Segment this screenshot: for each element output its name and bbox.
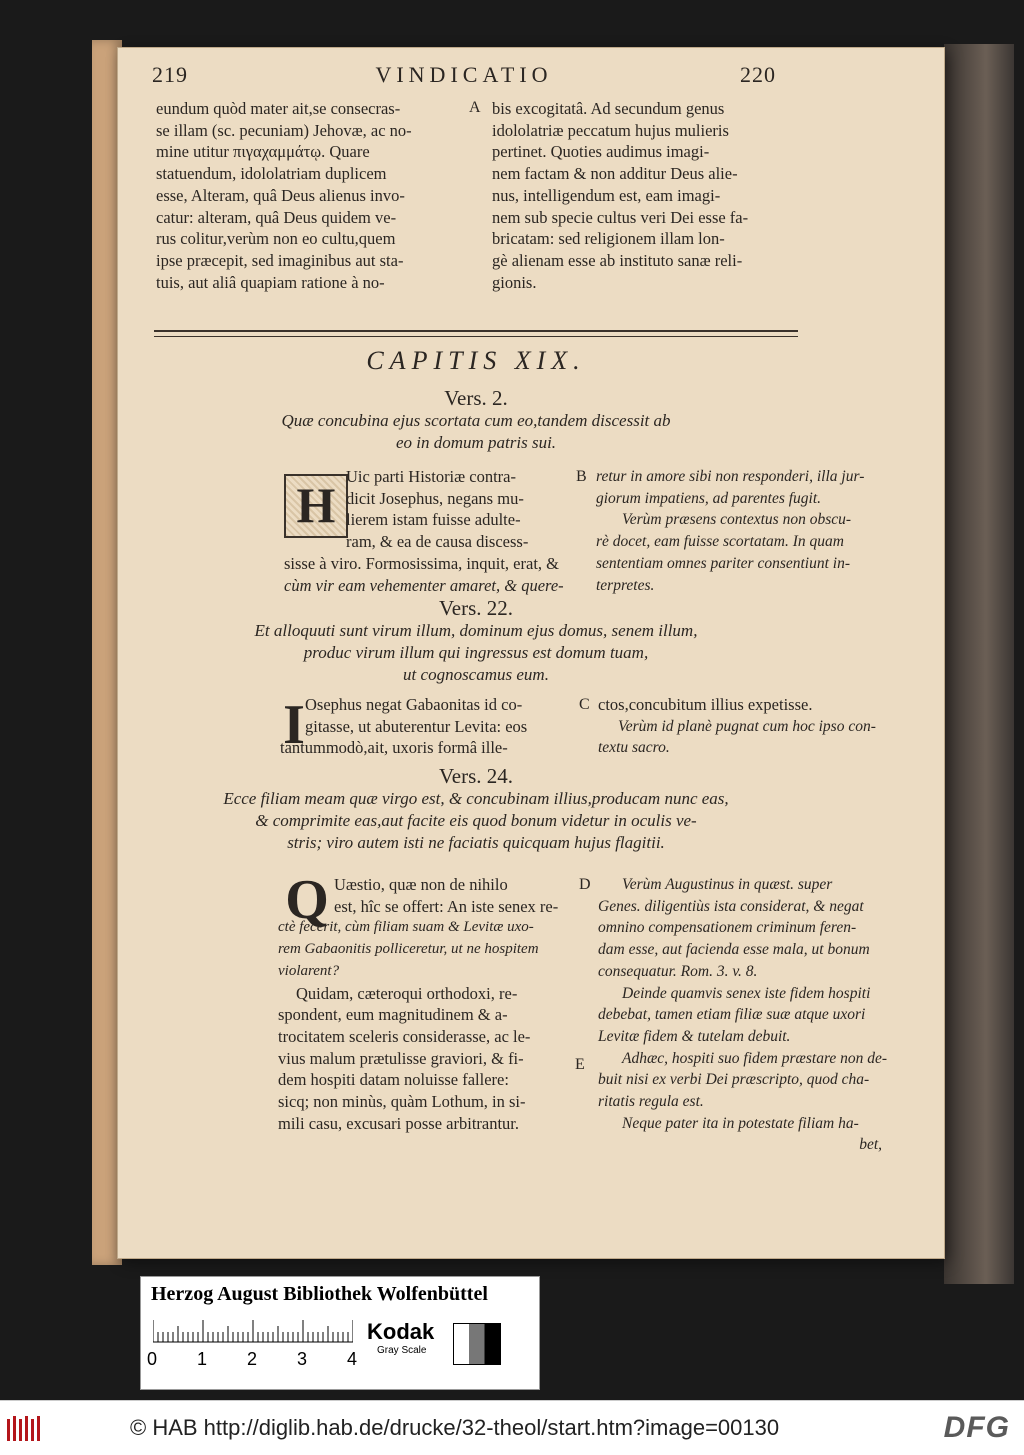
verse-label: Vers. 24. [438,764,514,788]
text-line: Uic parti Historiæ contra- [346,467,516,486]
text-line: rem Gabaonitis polliceretur, ut ne hospitem [278,941,539,958]
text-line: Neque pater ita in potestate filiam ha- [622,1114,859,1132]
text-line: Levitæ fidem & tutelam debuit. [598,1027,791,1045]
text-line: gè alienam esse ab instituto sanæ reli- [492,250,743,270]
margin-letter-c: C [579,696,590,713]
text-line: ipse præcepit, sed imaginibus aut sta- [156,250,404,270]
text-line: giorum impatiens, ad parentes fugit. [596,489,822,507]
top-right-column [492,98,792,293]
chapter-heading: CAPITIS XIX. [366,346,586,375]
drop-capital-i: I [283,694,305,756]
text-line: trocitatem sceleris considerasse, ac le- [278,1026,531,1046]
quote-line: eo in domum patris sui. [395,433,557,452]
text-line: Verùm Augustinus in quæst. super [622,876,833,893]
text-line: vius malum prætulisse graviori, & fi- [278,1048,524,1068]
margin-letter-b: B [576,468,587,485]
text-line: bricatam: sed religionem illam lon- [492,229,725,249]
gray-swatch [453,1323,501,1365]
text-line: Verùm id planè pugnat cum hoc ipso con- [618,717,876,735]
book-right-edge [944,44,1014,1284]
text-line: pertinet. Quoties audimus imagi- [492,142,710,162]
text-line: Adhæc, hospiti suo fidem præstare non de- [622,1049,888,1067]
text-line: Deinde quamvis senex iste fidem hospiti [622,984,871,1002]
text-line: Osephus negat Gabaonitas id co- [305,695,523,714]
verse-quote [154,788,798,854]
text-line: dem hospiti datam noluisse fallere: [278,1070,509,1090]
text-line: eundum quòd mater ait,se consecras- [156,99,401,118]
text-line: consequatur. Rom. 3. v. 8. [598,962,758,980]
running-title: VINDICATIO [375,62,553,87]
verse-quote [154,620,798,686]
text-line: rè docet, eam fuisse scortatam. In quam [596,533,844,551]
margin-letter-d: D [579,876,591,893]
text-line: tuis, aut aliâ quapiam ratione à no- [156,272,385,292]
text-line: Uæstio, quæ non de nihilo [334,875,508,894]
text-line: bet, [859,1136,882,1154]
section1-left-column [156,466,564,596]
verse-label: Vers. 2. [444,386,508,410]
drop-capital-h: H [284,474,348,538]
text-line: retur in amore sibi non responderi, illa jur- [596,468,865,485]
margin-letter-e: E [575,1056,585,1073]
text-line: omnino compensationem criminum feren- [598,919,857,937]
scale-number: 2 [247,1349,258,1369]
text-line: ctè fecerit, cùm filiam suam & Levitæ uxo- [278,919,534,936]
margin-letter-a: A [469,99,481,116]
text-line: Verùm præsens contextus non obscu- [622,511,852,529]
quote-line: Ecce filiam meam quæ virgo est, & concubinam illius,producam nunc eas, [223,789,729,808]
text-line: ctos,concubitum illius expetisse. [598,695,813,714]
dfg-logo: DFG [943,1411,1010,1444]
verse-label: Vers. 22. [438,596,514,620]
section3-left-column [278,869,578,1134]
text-line: lierem istam fuisse adulte- [346,510,521,530]
library-name: Herzog August Bibliothek Wolfenbüttel [151,1283,488,1305]
text-line: se illam (sc. pecuniam) Jehovæ, ac no- [156,120,412,140]
running-header [152,62,776,96]
quote-line: Quæ concubina ejus scortata cum eo,tandem discessit ab [281,411,671,430]
quote-line: & comprimite eas,aut facite eis quod bonum videtur in oculis ve- [255,811,697,830]
text-line: nus, intelligendum est, eam imagi- [492,185,721,205]
section1-right-column [596,466,886,596]
section3-right-column [598,874,888,1156]
text-line: dicit Josephus, negans mu- [346,488,524,508]
gray-scale-label: Gray Scale [377,1345,427,1356]
text-line: catur: alteram, quâ Deus quidem ve- [156,207,397,227]
text-line: bis excogitatâ. Ad secundum genus [492,99,725,118]
text-line: cùm vir eam vehementer amaret, & quere- [284,575,564,595]
text-line: nem sub specie cultus veri Dei esse fa- [492,207,749,227]
text-line: ram, & ea de causa discess- [346,532,529,552]
quote-line: produc virum illum qui ingressus est domum tuam, [303,643,649,662]
text-line: statuendum, idololatriam duplicem [156,164,387,184]
text-line: debebat, tamen etiam filiæ suæ atque uxori [598,1006,866,1024]
scale-number: 3 [297,1349,308,1369]
page-number-right: 220 [740,62,776,87]
text-line: gitasse, ut abuterentur Levita: eos [305,716,528,736]
text-line: gionis. [492,272,537,292]
text-line: spondent, eum magnitudinem & a- [278,1005,508,1025]
text-line: Quidam, cæteroqui orthodoxi, re- [296,983,518,1003]
text-line: Genes. diligentiùs ista considerat, & negat [598,897,864,915]
text-line: sententiam omnes pariter consentiunt in- [596,554,850,572]
text-line: textu sacro. [598,739,670,757]
quote-line: Et alloquuti sunt virum illum, dominum ejus domus, senem illum, [254,621,698,640]
quote-line: stris; viro autem isti ne faciatis quicquam hujus flagitii. [287,833,665,852]
text-line: idololatriæ peccatum hujus mulieris [492,120,729,140]
text-line: mili casu, excusari posse arbitrantur. [278,1113,520,1133]
page-number-left: 219 [152,62,188,87]
library-color-bar [140,1276,540,1390]
scale-number: 0 [147,1349,158,1369]
quote-line: ut cognoscamus eum. [403,665,549,684]
section-divider [154,330,798,337]
text-line: sisse à viro. Formosissima, inquit, erat, & [284,553,559,573]
top-left-column [156,98,444,293]
text-line: sicq; non minùs, quàm Lothum, in si- [278,1092,526,1112]
text-line: tantummodò,ait, uxoris formâ ille- [280,738,508,758]
verse-quote [154,410,798,454]
section2-left-column [280,694,575,759]
text-line: violarent? [278,962,340,979]
text-line: buit nisi ex verbi Dei præscripto, quod cha- [598,1071,870,1089]
text-line: nem factam & non additur Deus alie- [492,164,738,184]
text-line: est, hîc se offert: An iste senex re- [334,896,559,916]
scale-ruler [153,1319,353,1343]
copyright-url: © HAB http://diglib.hab.de/drucke/32-theol/start.htm?image=00130 [130,1415,780,1440]
text-line: terpretes. [596,576,655,594]
hab-logo-icon [6,1415,46,1443]
section2-right-column [598,694,878,759]
text-line: rus colitur,verùm non eo cultu,quem [156,229,396,249]
footer-bar [0,1400,1024,1455]
drop-capital-q: Q [285,869,329,931]
text-line: mine utitur πιγαχαμμάτῳ. Quare [156,142,370,162]
text-line: esse, Alteram, quâ Deus alienus invo- [156,185,405,205]
scale-number: 4 [347,1349,358,1369]
text-line: ritatis regula est. [598,1093,704,1111]
scale-number: 1 [197,1349,208,1369]
text-line: dam esse, aut facienda esse mala, ut bonum [598,941,870,959]
kodak-logo: Kodak [367,1319,435,1344]
